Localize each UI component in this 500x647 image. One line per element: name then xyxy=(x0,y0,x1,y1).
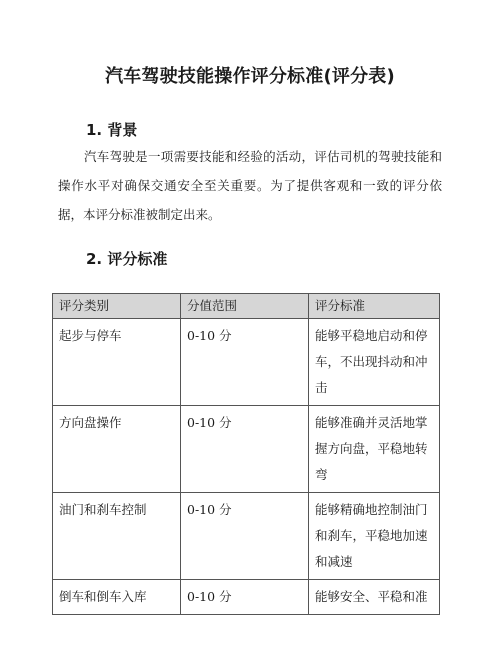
cell-category: 方向盘操作 xyxy=(53,406,181,493)
section-heading-criteria: 2. 评分标准 xyxy=(86,250,168,268)
scoring-table xyxy=(52,293,440,615)
cell-criteria: 能够精确地控制油门和刹车，平稳地加速和减速 xyxy=(309,493,440,580)
table-row xyxy=(53,319,440,406)
cell-category: 倒车和倒车入库 xyxy=(53,580,181,615)
header-score-range: 分值范围 xyxy=(181,294,309,319)
section-heading-background: 1. 背景 xyxy=(86,121,138,139)
cell-score-range: 0-10 分 xyxy=(181,580,309,615)
cell-criteria: 能够平稳地启动和停车，不出现抖动和冲击 xyxy=(309,319,440,406)
table-row xyxy=(53,580,440,615)
table-row xyxy=(53,493,440,580)
cell-score-range: 0-10 分 xyxy=(181,406,309,493)
cell-score-range: 0-10 分 xyxy=(181,493,309,580)
background-paragraph: 汽车驾驶是一项需要技能和经验的活动，评估司机的驾驶技能和操作水平对确保交通安全至关重要。为了提供客观和一致的评分依据，本评分标准被制定出来。 xyxy=(58,149,442,222)
cell-category: 油门和刹车控制 xyxy=(53,493,181,580)
header-category: 评分类别 xyxy=(53,294,181,319)
document-title: 汽车驾驶技能操作评分标准(评分表) xyxy=(105,66,395,87)
cell-criteria: 能够安全、平稳和准 xyxy=(309,580,440,615)
cell-score-range: 0-10 分 xyxy=(181,319,309,406)
cell-category: 起步与停车 xyxy=(53,319,181,406)
cell-criteria: 能够准确并灵活地掌握方向盘，平稳地转弯 xyxy=(309,406,440,493)
table-row xyxy=(53,406,440,493)
table-header-row xyxy=(53,294,440,319)
header-criteria: 评分标准 xyxy=(309,294,440,319)
